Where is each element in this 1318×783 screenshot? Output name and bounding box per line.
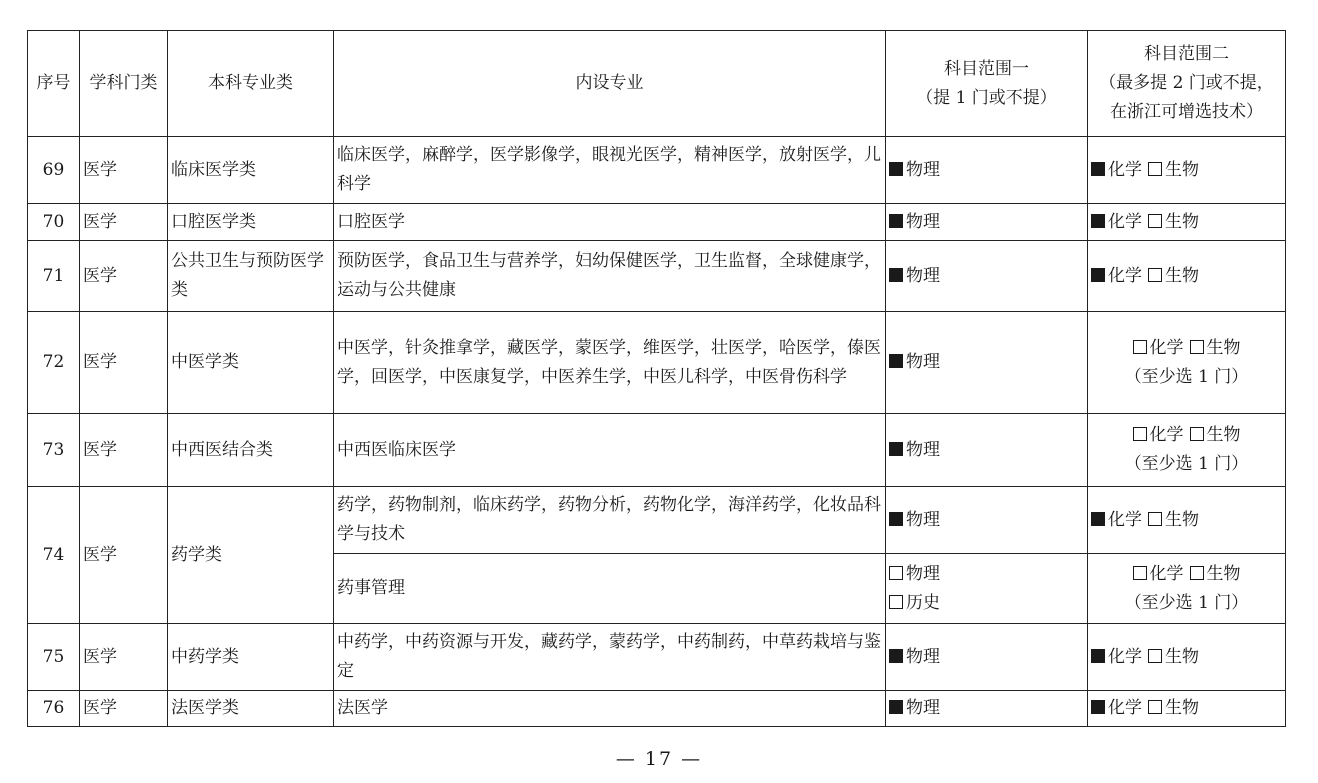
row-subject-range-2 <box>1088 241 1286 312</box>
subject-options <box>889 694 1084 723</box>
table-row <box>28 137 1286 204</box>
table-row <box>28 624 1286 691</box>
header-row <box>28 31 1286 137</box>
subject-option <box>1190 425 1241 445</box>
row-subject-range-1 <box>886 204 1088 241</box>
row-subject-range-1 <box>886 312 1088 414</box>
row-subject-range-2 <box>1088 554 1286 624</box>
subject-note: （至少选 1 门） <box>1124 454 1249 474</box>
row-category: 医学 <box>80 241 168 312</box>
header-subject-range-2 <box>1088 31 1286 137</box>
row-subject-range-1 <box>886 624 1088 691</box>
row-major-class: 中医学类 <box>168 312 334 414</box>
subject-label: 生物 <box>1165 509 1199 530</box>
subject-label: 物理 <box>906 439 940 460</box>
subject-note: （至少选 1 门） <box>1124 366 1249 387</box>
row-major-class: 法医学类 <box>168 691 334 727</box>
table-row <box>28 691 1286 727</box>
subject-label: 化学 <box>1149 425 1184 445</box>
subject-label: 物理 <box>906 159 940 180</box>
subject-option <box>889 212 940 232</box>
row-subject-range-2 <box>1088 691 1286 727</box>
empty-box-icon <box>1133 427 1147 441</box>
empty-box-icon <box>1190 340 1204 354</box>
row-category: 医学 <box>80 624 168 691</box>
row-major-class: 口腔医学类 <box>168 204 334 241</box>
table-row <box>28 241 1286 312</box>
subject-option <box>1091 647 1142 667</box>
subject-label: 化学 <box>1108 698 1142 718</box>
subject-label: 生物 <box>1206 425 1241 445</box>
row-subject-range-2 <box>1088 204 1286 241</box>
subject-option <box>1148 160 1199 180</box>
subject-option <box>1091 510 1142 530</box>
subject-option <box>889 160 940 180</box>
subject-options <box>1091 506 1282 535</box>
checked-box-icon <box>1091 700 1105 714</box>
row-major-class: 药学类 <box>168 487 334 624</box>
empty-box-icon <box>1148 162 1162 176</box>
table-row <box>28 204 1286 241</box>
subject-label: 生物 <box>1165 265 1199 286</box>
row-category: 医学 <box>80 204 168 241</box>
checked-box-icon <box>889 512 903 526</box>
empty-box-icon <box>889 595 903 609</box>
row-major-class: 中西医结合类 <box>168 414 334 487</box>
subject-option <box>1148 266 1199 286</box>
row-majors: 中西医临床医学 <box>334 414 886 487</box>
row-majors: 药学，药物制剂，临床药学，药物分析，药物化学，海洋药学，化妆品科学与技术 <box>334 487 886 554</box>
subject-option <box>889 647 940 667</box>
subject-options <box>889 348 1084 377</box>
checked-box-icon <box>1091 162 1105 176</box>
subject-option <box>1190 338 1241 358</box>
header-subject-range-2-title: 科目范围二 <box>1144 44 1229 64</box>
header-majors: 内设专业 <box>334 31 886 137</box>
subject-option <box>1148 647 1199 667</box>
table-row <box>28 312 1286 414</box>
subject-label: 物理 <box>906 646 940 667</box>
checked-box-icon <box>1091 649 1105 663</box>
row-category: 医学 <box>80 487 168 624</box>
header-category: 学科门类 <box>80 31 168 137</box>
row-category: 医学 <box>80 137 168 204</box>
empty-box-icon <box>1148 649 1162 663</box>
subject-options <box>1091 694 1282 723</box>
subject-option <box>1091 266 1142 286</box>
row-subject-range-2 <box>1088 487 1286 554</box>
subject-label: 化学 <box>1149 337 1184 358</box>
subject-label: 物理 <box>906 211 940 232</box>
subject-option <box>889 510 940 530</box>
row-category: 医学 <box>80 312 168 414</box>
subject-requirements-table <box>27 30 1286 727</box>
row-majors: 口腔医学 <box>334 204 886 241</box>
row-majors: 药事管理 <box>334 554 886 624</box>
row-index: 76 <box>28 691 80 727</box>
empty-box-icon <box>1133 340 1147 354</box>
subject-options <box>889 506 1084 535</box>
subject-label: 物理 <box>906 509 940 530</box>
row-majors: 中药学，中药资源与开发，藏药学，蒙药学，中药制药，中草药栽培与鉴定 <box>334 624 886 691</box>
row-subject-range-1 <box>886 554 1088 624</box>
subject-option <box>889 352 940 372</box>
subject-option <box>1190 564 1241 584</box>
row-subject-range-2 <box>1088 624 1286 691</box>
subject-option <box>889 560 1084 589</box>
subject-label: 生物 <box>1165 646 1199 667</box>
row-subject-range-1 <box>886 691 1088 727</box>
subject-options <box>1091 334 1282 363</box>
row-subject-range-2 <box>1088 312 1286 414</box>
row-major-class: 中药学类 <box>168 624 334 691</box>
row-index: 73 <box>28 414 80 487</box>
row-major-class: 临床医学类 <box>168 137 334 204</box>
subject-label: 化学 <box>1108 509 1142 530</box>
empty-box-icon <box>889 566 903 580</box>
subject-options <box>1091 421 1282 450</box>
subject-option <box>889 440 940 460</box>
empty-box-icon <box>1148 700 1162 714</box>
table-row <box>28 414 1286 487</box>
subject-option <box>1133 338 1184 358</box>
subject-option <box>1091 698 1142 718</box>
row-majors: 临床医学，麻醉学，医学影像学，眼视光医学，精神医学，放射医学，儿科学 <box>334 137 886 204</box>
empty-box-icon <box>1148 268 1162 282</box>
checked-box-icon <box>1091 214 1105 228</box>
empty-box-icon <box>1148 214 1162 228</box>
row-majors: 法医学 <box>334 691 886 727</box>
subject-option <box>1091 212 1142 232</box>
subject-options <box>889 436 1084 465</box>
subject-label: 化学 <box>1108 646 1142 667</box>
subject-options <box>1091 156 1282 185</box>
row-index: 74 <box>28 487 80 624</box>
subject-options <box>1091 560 1282 589</box>
empty-box-icon <box>1133 566 1147 580</box>
row-major-class: 公共卫生与预防医学类 <box>168 241 334 312</box>
checked-box-icon <box>889 162 903 176</box>
row-index: 71 <box>28 241 80 312</box>
row-index: 72 <box>28 312 80 414</box>
subject-label: 生物 <box>1206 337 1241 358</box>
subject-label: 物理 <box>906 265 940 286</box>
row-subject-range-1 <box>886 487 1088 554</box>
subject-label: 化学 <box>1108 211 1142 232</box>
page-number: — 17 — <box>615 748 703 770</box>
subject-option <box>1148 212 1199 232</box>
header-subject-range-2-note-2: 在浙江可增选技术） <box>1110 102 1263 122</box>
row-index: 69 <box>28 137 80 204</box>
subject-note: （至少选 1 门） <box>1124 592 1249 613</box>
subject-option <box>889 589 1084 618</box>
checked-box-icon <box>1091 268 1105 282</box>
checked-box-icon <box>889 354 903 368</box>
subject-option <box>1148 698 1199 718</box>
header-subject-range-1-note: （提 1 门或不提） <box>916 87 1057 108</box>
subject-options <box>889 262 1084 291</box>
checked-box-icon <box>889 649 903 663</box>
subject-options <box>889 208 1084 237</box>
subject-option <box>889 266 940 286</box>
row-majors: 中医学，针灸推拿学，藏医学，蒙医学，维医学，壮医学，哈医学，傣医学，回医学，中医康复学，中医养生学，中医儿科学，中医骨伤科学 <box>334 312 886 414</box>
subject-options <box>889 643 1084 672</box>
subject-label: 化学 <box>1108 265 1142 286</box>
subject-label: 物理 <box>906 563 940 584</box>
row-category: 医学 <box>80 414 168 487</box>
row-category: 医学 <box>80 691 168 727</box>
empty-box-icon <box>1190 566 1204 580</box>
subject-label: 生物 <box>1206 563 1241 584</box>
header-subject-range-2-note-1: （最多提 2 门或不提， <box>1099 73 1274 93</box>
row-index: 70 <box>28 204 80 241</box>
subject-label: 生物 <box>1165 211 1199 232</box>
subject-option <box>1148 510 1199 530</box>
header-major-class: 本科专业类 <box>168 31 334 137</box>
empty-box-icon <box>1148 512 1162 526</box>
subject-options <box>889 156 1084 185</box>
subject-option <box>889 698 940 718</box>
header-idx: 序号 <box>28 31 80 137</box>
subject-label: 生物 <box>1165 159 1199 180</box>
row-subject-range-2 <box>1088 414 1286 487</box>
subject-options <box>1091 262 1282 291</box>
header-subject-range-1 <box>886 31 1088 137</box>
row-subject-range-1 <box>886 414 1088 487</box>
table-row <box>28 487 1286 554</box>
subject-options <box>1091 643 1282 672</box>
subject-option <box>1133 564 1184 584</box>
subject-label: 物理 <box>906 698 940 718</box>
checked-box-icon <box>889 268 903 282</box>
row-subject-range-1 <box>886 241 1088 312</box>
subject-option <box>1091 160 1142 180</box>
subject-label: 物理 <box>906 352 940 372</box>
row-subject-range-1 <box>886 137 1088 204</box>
row-index: 75 <box>28 624 80 691</box>
checked-box-icon <box>889 214 903 228</box>
subject-options <box>889 560 1084 618</box>
subject-label: 化学 <box>1149 563 1184 584</box>
subject-option <box>1133 425 1184 445</box>
row-subject-range-2 <box>1088 137 1286 204</box>
empty-box-icon <box>1190 427 1204 441</box>
header-subject-range-1-title: 科目范围一 <box>944 58 1029 79</box>
subject-options <box>1091 208 1282 237</box>
checked-box-icon <box>889 700 903 714</box>
row-majors: 预防医学，食品卫生与营养学，妇幼保健医学，卫生监督，全球健康学，运动与公共健康 <box>334 241 886 312</box>
checked-box-icon <box>1091 512 1105 526</box>
subject-label: 生物 <box>1165 698 1199 718</box>
checked-box-icon <box>889 442 903 456</box>
subject-label: 化学 <box>1108 159 1142 180</box>
subject-label: 历史 <box>906 592 940 613</box>
